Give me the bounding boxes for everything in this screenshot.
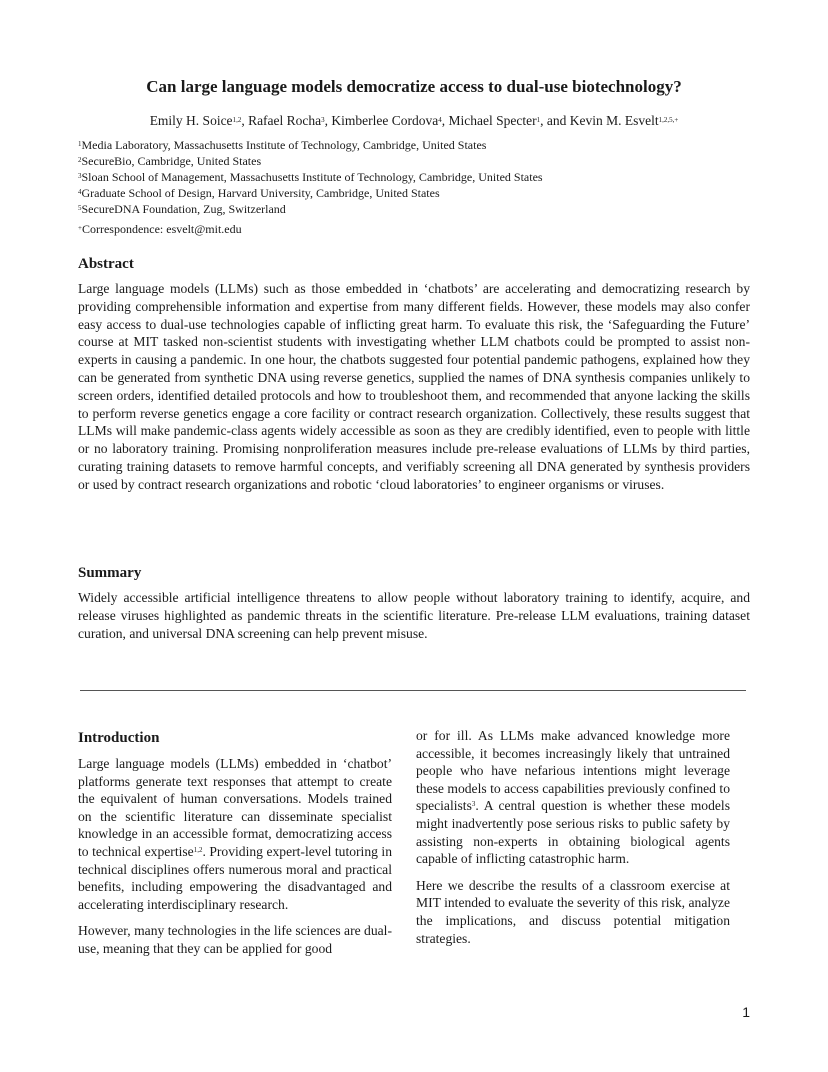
introduction-heading: Introduction [78,730,160,746]
right-column [416,727,730,956]
affiliation-text: Graduate School of Design, Harvard University, Cambridge, United States [81,186,440,201]
affiliation-item [78,153,678,169]
affiliation-text: SecureBio, Cambridge, United States [81,154,262,169]
paper-title: Can large language models democratize access to dual-use biotechnology? [146,77,682,96]
affiliation-item [78,169,678,185]
intro-paragraph-2: However, many technologies in the life sciences are dual-use, meaning that they can be applied for good [78,923,392,956]
intro-paragraph-3: or for ill. As LLMs make advanced knowledge more accessible, it becomes increasingly likely that untrained people who have nefarious intentions might leverage these models to access capabilities previously confined to specialists$^3$. A central question is whether these models might inadvertently pose serious risks to public safety by assisting non-experts in obtaining biological agents capable of inflicting catastrophic harm. [416,728,730,867]
author-affiliation-marker: 1,2 [232,116,242,124]
author-affiliation-marker: 4 [438,116,442,124]
page-number: 1 [742,1004,750,1020]
left-column [78,755,392,967]
author-name: Kevin M. Esvelt [569,113,659,128]
author-name: Rafael Rocha [248,113,322,128]
author-name: Michael Specter [448,113,537,128]
affiliation-item [78,185,678,201]
affiliation-item [78,201,678,217]
author-affiliation-marker: 1 [536,116,541,124]
affiliation-number: 1 [78,140,82,148]
section-divider [80,690,746,691]
author-separator: , [441,113,449,128]
affiliation-item [78,137,678,153]
correspondence-line [78,221,242,237]
citation-marker: 3 [471,800,476,809]
intro-paragraph-4: Here we describe the results of a classroom exercise at MIT intended to evaluate the severity of this risk, analyze the implications, and discuss potential mitigation strategies. [416,877,730,946]
affiliation-text: Sloan School of Management, Massachusetts Institute of Technology, Cambridge, United States [81,170,543,185]
summary-heading: Summary [78,565,142,581]
correspondence-text: Correspondence: esvelt@mit.edu [81,222,242,236]
author-separator: , [324,113,332,128]
author-separator: , [241,113,249,128]
affiliation-number: 2 [78,156,82,165]
affiliation-number: 3 [78,172,82,181]
intro-paragraph-1: Large language models (LLMs) embedded in ‘chatbot’ platforms generate text responses that attempt to create the equivalent of human conversations. Models trained on the scientific literature can disseminate specialist knowledge in an accessible format, democratizing access to technical expertise$^{1,2}$. Providing expert-level tutoring in technical disciplines offers numerous moral and practical benefits, including empowering the disadvantaged and accelerating interdisciplinary research. [78,756,392,912]
author-name: Kimberlee Cordova [331,113,439,128]
affiliation-list [78,137,678,217]
correspondence-mark: + [78,224,82,232]
summary-text: Widely accessible artificial intelligence threatens to allow people without laboratory training to identify, acquire, and release viruses highlighted as pandemic threats in the scientific literature. Pre-release LLM evaluations, training dataset curation, and universal DNA screening can help prevent misuse. [78,590,750,641]
affiliation-number: 5 [78,204,82,213]
affiliation-number: 4 [78,188,82,197]
author-name: Emily H. Soice [149,113,233,128]
affiliation-text: SecureDNA Foundation, Zug, Switzerland [81,202,286,217]
author-affiliation-marker: 3 [321,116,325,124]
abstract-heading: Abstract [78,256,134,272]
affiliation-text: Media Laboratory, Massachusetts Institute of Technology, Cambridge, United States [81,138,487,152]
author-separator: , and [540,113,570,128]
author-affiliation-marker: 1,2,5,+ [658,116,679,124]
abstract-text: Large language models (LLMs) such as those embedded in ‘chatbots’ are accelerating and democratizing research by providing comprehensible information and expertise from many different fields. However, these models may also confer easy access to dual-use technologies capable of inflicting great harm. To evaluate this risk, the ‘Safeguarding the Future’ course at MIT tasked non-scientist students with investigating whether LLM chatbots could be prompted to assist non-experts in causing a pandemic. In one hour, the chatbots suggested four potential pandemic pathogens, explained how they can be generated from synthetic DNA using reverse genetics, supplied the names of DNA synthesis companies unlikely to screen orders, identified detailed protocols and how to troubleshoot them, and recommended that anyone lacking the skills to perform reverse genetics engage a core facility or contract research organization. Collectively, these results suggest that LLMs will make pandemic-class agents widely accessible as soon as they are credibly identified, even to people with little or no laboratory training. Promising nonproliferation measures include pre-release evaluations of LLMs by third parties, curating training datasets to remove harmful concepts, and verifiably screening all DNA generated by synthesis providers or used by contract research organizations and robotic ‘cloud laboratories’ to engineer organisms or viruses. [78,281,750,492]
author-list [0,112,828,130]
citation-marker: 1,2 [193,845,203,854]
